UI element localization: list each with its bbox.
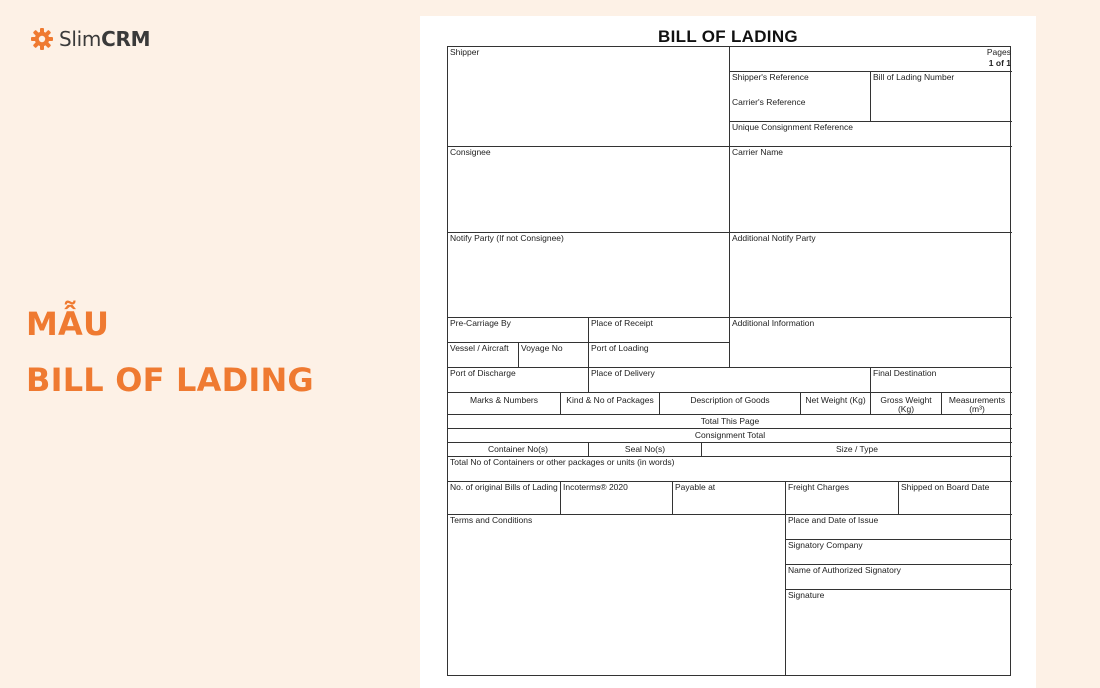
total-no-containers-label: Total No of Containers or other packages or units (in words) bbox=[450, 457, 675, 467]
net-weight-header: Net Weight (Kg) bbox=[801, 393, 871, 415]
freight-charges-field[interactable] bbox=[786, 482, 899, 515]
pre-carriage-by-label: Pre-Carriage By bbox=[450, 318, 511, 328]
pre-carriage-by-field[interactable] bbox=[448, 318, 589, 343]
bill-of-lading-number-field[interactable] bbox=[871, 72, 1012, 122]
no-original-bills-field[interactable] bbox=[448, 482, 561, 515]
headline-line-2: BILL OF LADING bbox=[26, 361, 314, 399]
incoterms-field[interactable] bbox=[561, 482, 673, 515]
shipper-field[interactable] bbox=[448, 47, 730, 147]
consignee-label: Consignee bbox=[450, 147, 491, 157]
total-no-containers-field[interactable] bbox=[448, 457, 1012, 482]
consignment-total-row: Consignment Total bbox=[448, 429, 1012, 443]
voyage-no-label: Voyage No bbox=[521, 343, 563, 353]
authorized-signatory-label: Name of Authorized Signatory bbox=[788, 565, 901, 575]
place-date-of-issue-field[interactable] bbox=[786, 515, 1012, 540]
shipped-on-board-date-field[interactable] bbox=[899, 482, 1012, 515]
total-this-page-row: Total This Page bbox=[448, 415, 1012, 429]
authorized-signatory-field[interactable] bbox=[786, 565, 1012, 590]
bill-of-lading-number-label: Bill of Lading Number bbox=[873, 72, 955, 82]
port-of-loading-field[interactable] bbox=[589, 343, 730, 368]
terms-and-conditions-label: Terms and Conditions bbox=[450, 515, 533, 525]
notify-party-label: Notify Party (If not Consignee) bbox=[450, 233, 564, 243]
pages-field bbox=[730, 47, 1012, 72]
document-title: BILL OF LADING bbox=[658, 27, 798, 46]
headline-line-1: MẪU bbox=[26, 305, 110, 343]
carriers-reference-label: Carrier's Reference bbox=[732, 97, 806, 107]
pages-label: Pages bbox=[986, 47, 1011, 57]
seal-nos-header: Seal No(s) bbox=[589, 443, 702, 457]
place-of-delivery-field[interactable] bbox=[589, 368, 871, 393]
measurements-header: Measurements (m³) bbox=[942, 393, 1012, 415]
marks-numbers-header: Marks & Numbers bbox=[448, 393, 561, 415]
freight-charges-label: Freight Charges bbox=[788, 482, 849, 492]
final-destination-label: Final Destination bbox=[873, 368, 937, 378]
size-type-header: Size / Type bbox=[702, 443, 1012, 457]
carrier-name-field[interactable] bbox=[730, 147, 1012, 233]
notify-party-field[interactable] bbox=[448, 233, 730, 318]
pages-indicator bbox=[987, 48, 1011, 68]
place-date-of-issue-label: Place and Date of Issue bbox=[788, 515, 879, 525]
shippers-reference-label: Shipper's Reference bbox=[732, 72, 809, 82]
gross-weight-header: Gross Weight (Kg) bbox=[871, 393, 942, 415]
gear-icon bbox=[30, 27, 54, 51]
port-of-discharge-label: Port of Discharge bbox=[450, 368, 516, 378]
kind-no-packages-header: Kind & No of Packages bbox=[561, 393, 660, 415]
consignee-field[interactable] bbox=[448, 147, 730, 233]
brand-name: SlimCRM bbox=[59, 27, 151, 51]
place-of-delivery-label: Place of Delivery bbox=[591, 368, 655, 378]
signature-field[interactable] bbox=[786, 590, 1012, 676]
additional-notify-party-label: Additional Notify Party bbox=[732, 233, 816, 243]
incoterms-label: Incoterms® 2020 bbox=[563, 482, 628, 492]
pages-value: 1 of 1 bbox=[988, 57, 1011, 68]
place-of-receipt-field[interactable] bbox=[589, 318, 730, 343]
no-original-bills-label: No. of original Bills of Lading bbox=[450, 482, 558, 492]
place-of-receipt-label: Place of Receipt bbox=[591, 318, 653, 328]
terms-and-conditions-field[interactable] bbox=[448, 515, 786, 676]
additional-information-field[interactable] bbox=[730, 318, 1012, 368]
bill-of-lading-document bbox=[420, 16, 1036, 688]
shipper-label: Shipper bbox=[450, 47, 480, 57]
brand-logo bbox=[30, 27, 150, 51]
port-of-discharge-field[interactable] bbox=[448, 368, 589, 393]
signature-label: Signature bbox=[788, 590, 825, 600]
carrier-name-label: Carrier Name bbox=[732, 147, 784, 157]
description-of-goods-header: Description of Goods bbox=[660, 393, 801, 415]
signatory-company-label: Signatory Company bbox=[788, 540, 863, 550]
voyage-no-field[interactable] bbox=[519, 343, 589, 368]
shipped-on-board-date-label: Shipped on Board Date bbox=[901, 482, 990, 492]
bill-of-lading-form bbox=[447, 46, 1011, 676]
additional-information-label: Additional Information bbox=[732, 318, 815, 328]
final-destination-field[interactable] bbox=[871, 368, 1012, 393]
container-nos-header: Container No(s) bbox=[448, 443, 589, 457]
additional-notify-party-field[interactable] bbox=[730, 233, 1012, 318]
vessel-aircraft-label: Vessel / Aircraft bbox=[450, 343, 509, 353]
vessel-aircraft-field[interactable] bbox=[448, 343, 519, 368]
unique-consignment-reference-field[interactable] bbox=[730, 122, 1012, 147]
unique-consignment-reference-label: Unique Consignment Reference bbox=[732, 122, 853, 132]
payable-at-field[interactable] bbox=[673, 482, 786, 515]
headline bbox=[26, 296, 314, 408]
payable-at-label: Payable at bbox=[675, 482, 716, 492]
signatory-company-field[interactable] bbox=[786, 540, 1012, 565]
references-field[interactable] bbox=[730, 72, 871, 122]
port-of-loading-label: Port of Loading bbox=[591, 343, 649, 353]
